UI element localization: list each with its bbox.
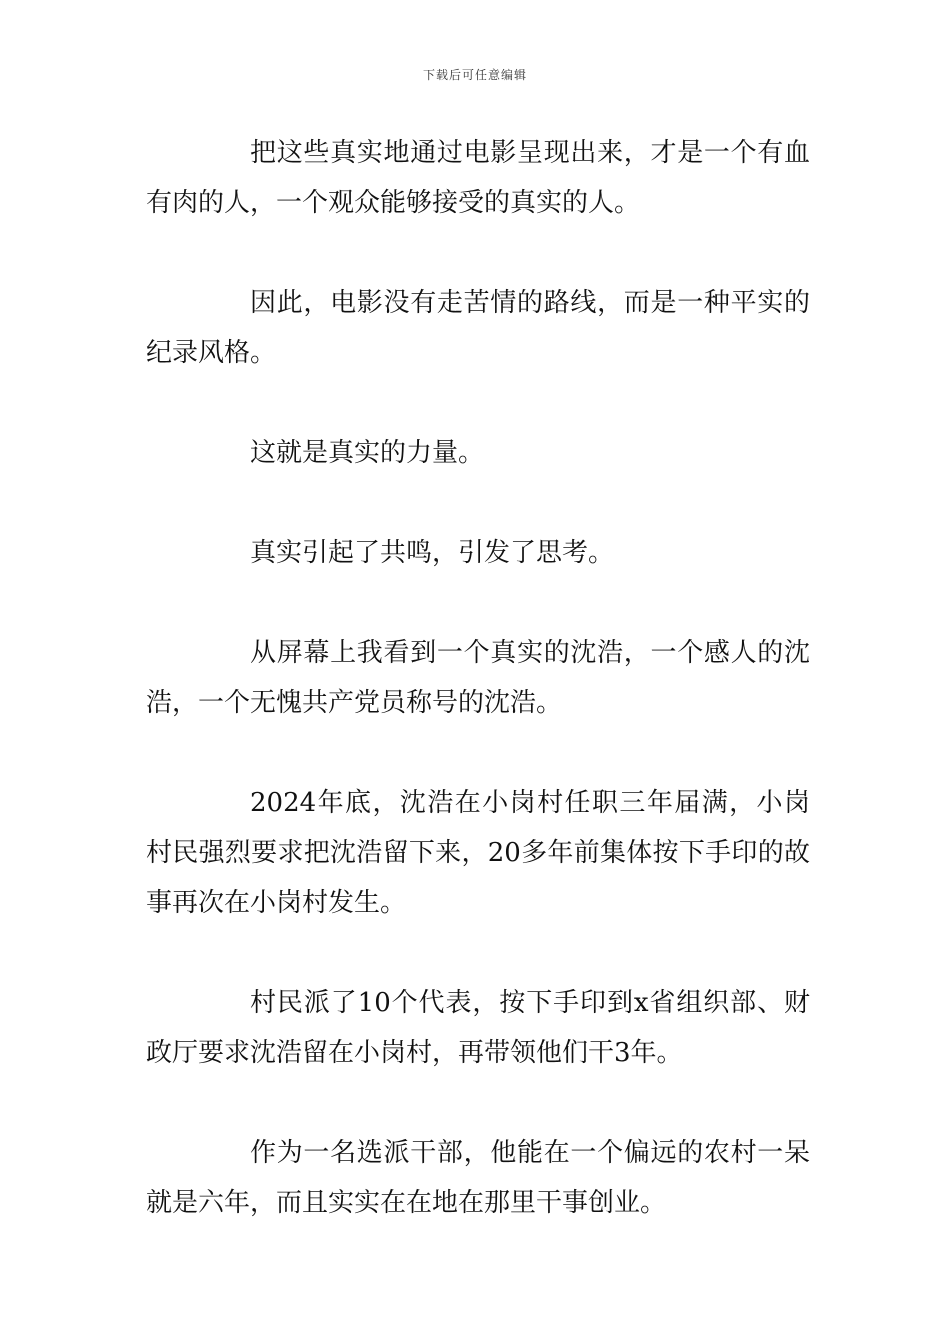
paragraph: 村民派了10个代表，按下手印到x省组织部、财政厅要求沈浩留在小岗村，再带领他们干3年。: [146, 988, 810, 1068]
paragraph: 把这些真实地通过电影呈现出来，才是一个有血有肉的人，一个观众能够接受的真实的人。: [146, 138, 810, 218]
paragraph: 2024年底，沈浩在小岗村任职三年届满，小岗村民强烈要求把沈浩留下来，20多年前集体按下手印的故事再次在小岗村发生。: [146, 788, 810, 918]
paragraph: 真实引起了共鸣，引发了思考。: [250, 538, 615, 568]
document-body: [146, 128, 810, 1278]
header-note: 下载后可任意编辑: [422, 68, 527, 82]
paragraph: 从屏幕上我看到一个真实的沈浩，一个感人的沈浩，一个无愧共产党员称号的沈浩。: [146, 638, 810, 718]
paragraph: 因此，电影没有走苦情的路线，而是一种平实的纪录风格。: [146, 288, 810, 368]
paragraph: 这就是真实的力量。: [250, 438, 485, 468]
paragraph: 作为一名选派干部，他能在一个偏远的农村一呆就是六年，而且实实在在地在那里干事创业。: [146, 1138, 810, 1218]
